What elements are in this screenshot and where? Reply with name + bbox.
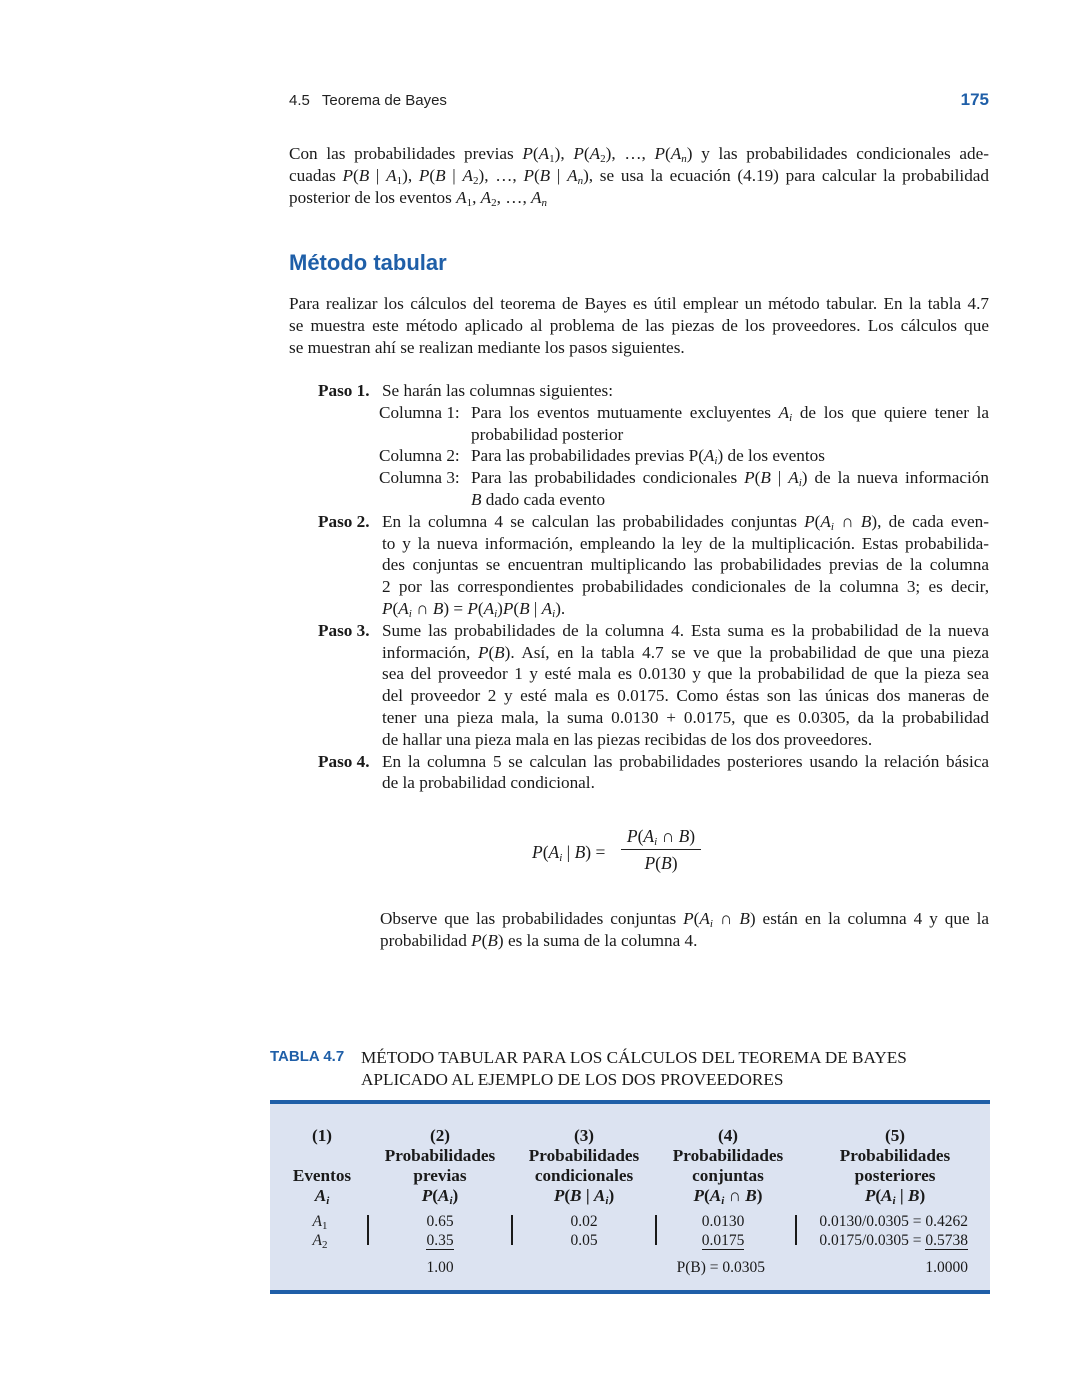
table-row: 0.05 <box>570 1232 598 1249</box>
table-row: 0.35 <box>426 1232 454 1249</box>
column-2-desc: Columna 2: Para las probabilidades previas $P(A_i)$ de los eventos <box>379 446 825 468</box>
observation-paragraph: Observe que las probabilidades conjuntas $P(A_i$ ∩ B) están en la columna 4 y que la probabilidad P(B) es la suma de la columna 4. <box>380 909 989 950</box>
section-heading <box>289 92 447 109</box>
table-row: 0.65 <box>426 1213 454 1230</box>
section-title: Teorema de Bayes <box>321 92 447 109</box>
joint-total: P(B) = 0.0305 <box>676 1259 765 1276</box>
section-number: 4.5 <box>289 92 310 109</box>
columns-list <box>379 402 989 511</box>
column-1-desc: Columna 1: Para los eventos mutuamente excluyentes $A_i$ de los que quiere tener la probabilidad posterior <box>379 402 989 444</box>
event-a1: $A_1$ <box>312 1213 328 1232</box>
bayes-table <box>270 1100 990 1294</box>
col-header-2: (2) Probabilidades previas $P(A_i)$ <box>384 1126 496 1207</box>
table-title: MÉTODO TABULAR PARA LOS CÁLCULOS DEL TEOREMA DE BAYES APLICADO AL EJEMPLO DE LOS DOS PROVEEDORES <box>361 1048 907 1089</box>
col-header-4: (4) Probabilidades conjuntas $P(A_i$ ∩ B) <box>672 1126 784 1207</box>
table-label: TABLA 4.7 <box>270 1048 345 1065</box>
col-header-3: (3) Probabilidades condicionales P(B | $A_i$) <box>528 1126 640 1207</box>
table-row: 0.0130 <box>701 1213 745 1230</box>
prior-total: 1.00 <box>426 1259 454 1276</box>
section-title-metodo-tabular: Método tabular <box>289 250 447 275</box>
table-row: 0.0175/0.0305 = 0.5738 <box>819 1232 968 1249</box>
column-3-desc: Columna 3: Para las probabilidades condicionales P(B | $A_i$) de la nueva información B dado cada evento <box>379 468 989 509</box>
page-number: 175 <box>960 90 989 109</box>
table-row: 0.0130/0.0305 = 0.4262 <box>819 1213 968 1230</box>
step-2: Paso 2. En la columna 4 se calculan las probabilidades conjuntas $P(A_i$ ∩ B), de cada even- to y la nueva información, empleando la ley de la multiplicación. Estas probabilida- des conjuntas se encuentran multiplicando las probabilidades previas de la columna 2 por las correspondientes probabilidades condicionales de la columna 3; es decir, $P(A_i$ ∩ $B) = P(A_i)P(B$ | $A_i$). <box>318 511 989 620</box>
column-separator <box>367 1215 369 1245</box>
column-separator <box>655 1215 657 1245</box>
step-3: Paso 3. Sume las probabilidades de la columna 4. Esta suma es la probabilidad de la nueva información, P(B). Así, en la tabla 4.7 se ve que la probabilidad de que una pieza sea del proveedor 1 y esté mala es 0.0130 y que la probabilidad de que la pieza sea del proveedor 2 y esté mala es 0.0175. Como éstas son las únicas dos maneras de tener una pieza mala, la suma 0.0130 + 0.0175, que es 0.0305, da la probabilidad de hallar una pieza mala en las piezas recibidas de los dos proveedores. <box>318 620 990 749</box>
column-separator <box>795 1215 797 1245</box>
running-header <box>289 90 989 114</box>
table-row: 0.02 <box>570 1213 598 1230</box>
bayes-formula: $P(A_i$ | B) = $\frac{P(A_i \cap B)}{P(B)}$ <box>532 826 732 882</box>
intro-paragraph: Con las probabilidades previas $P(A_1)$, $P(A_2)$, …, $P(A_n)$ y las probabilidades condicionales ade- cuadas P(B | $A_1$), P(B | $A_2$), …, P(B | $A_n$), se usa la ecuación (4.19) para calcular la probabilidad posterior de los eventos $A_1$, $A_2$, …, $A_n$ <box>289 144 990 209</box>
col-header-1: (1) Eventos $A_i$ <box>292 1126 352 1207</box>
column-separator <box>511 1215 513 1245</box>
posterior-total: 1.0000 <box>925 1259 968 1276</box>
table-row: 0.0175 <box>701 1232 745 1249</box>
event-a2: $A_2$ <box>312 1232 328 1251</box>
col-header-5: (5) Probabilidades posteriores $P(A_i$ | B) <box>839 1126 951 1207</box>
step-4: Paso 4. En la columna 5 se calculan las probabilidades posteriores usando la relación básica de la probabilidad condicional. <box>318 751 989 793</box>
steps-list <box>318 380 989 794</box>
step-1: Paso 1. Se harán las columnas siguientes: <box>318 381 614 400</box>
method-paragraph: Para realizar los cálculos del teorema de Bayes es útil emplear un método tabular. En la tabla 4.7 se muestra este método aplicado al problema de las piezas de los proveedores. Los cálculos que se muestran ahí se realizan mediante los pasos siguientes. <box>289 294 989 357</box>
